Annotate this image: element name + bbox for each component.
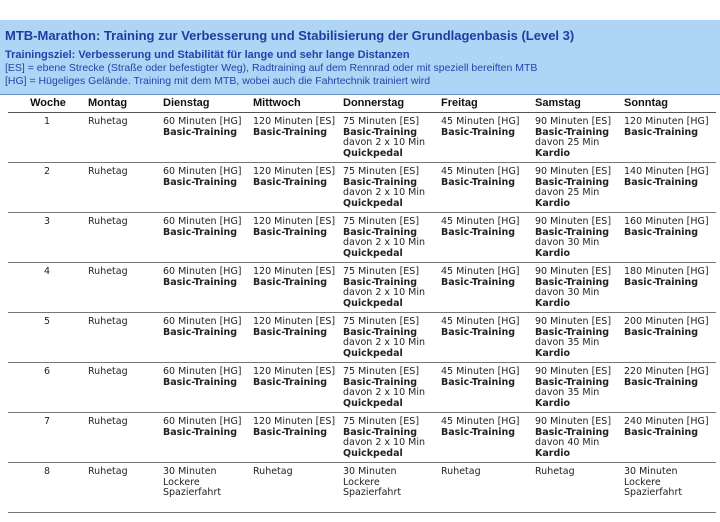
cell-line: davon 2 x 10 Min bbox=[343, 387, 425, 398]
cell-line: Basic-Training bbox=[624, 226, 699, 238]
cell-saturday bbox=[535, 363, 624, 413]
cell-line: Basic-Training bbox=[343, 176, 418, 188]
cell-line: 120 Minuten [ES] bbox=[253, 166, 336, 177]
table-row bbox=[8, 163, 716, 213]
cell-line: Basic-Training bbox=[163, 176, 238, 188]
cell-line: 45 Minuten [HG] bbox=[441, 366, 520, 377]
cell-line: Basic-Training bbox=[535, 126, 610, 138]
cell-line: Basic-Training bbox=[253, 426, 328, 438]
cell-sunday bbox=[624, 263, 716, 313]
cell-line: Basic-Training bbox=[163, 426, 238, 438]
cell-saturday bbox=[535, 113, 624, 163]
page-title: MTB-Marathon: Training zur Verbesserung und Stabilisierung der Grundlagenbasis (Level 3) bbox=[5, 28, 575, 43]
training-goal: Trainingsziel: Verbesserung und Stabilität für lange und sehr lange Distanzen bbox=[5, 49, 410, 61]
cell-line: Basic-Training bbox=[624, 126, 699, 138]
cell-line: davon 40 Min bbox=[535, 437, 600, 448]
table-row bbox=[8, 463, 716, 513]
cell-friday bbox=[441, 213, 535, 263]
cell-wednesday bbox=[253, 163, 343, 213]
cell-saturday bbox=[535, 313, 624, 363]
cell-line: Basic-Training bbox=[343, 126, 418, 138]
cell-line: Basic-Training bbox=[624, 426, 699, 438]
cell-friday bbox=[441, 313, 535, 363]
cell-line: Basic-Training bbox=[441, 376, 516, 388]
training-plan-table bbox=[8, 96, 716, 513]
cell-line: Basic-Training bbox=[535, 326, 610, 338]
cell-line: 45 Minuten [HG] bbox=[441, 116, 520, 127]
cell-friday bbox=[441, 163, 535, 213]
cell-line: 75 Minuten [ES] bbox=[343, 216, 420, 227]
cell-saturday bbox=[535, 263, 624, 313]
cell-monday: Ruhetag bbox=[88, 263, 163, 313]
cell-line: Spazierfahrt bbox=[343, 487, 402, 498]
cell-line: 120 Minuten [ES] bbox=[253, 316, 336, 327]
legend-hg: [HG] = Hügeliges Gelände. Training mit dem MTB, wobei auch die Fahrtechnik trainiert wird bbox=[5, 75, 431, 87]
cell-line: Basic-Training bbox=[441, 426, 516, 438]
cell-line: davon 30 Min bbox=[535, 237, 600, 248]
column-header-monday: Montag bbox=[88, 96, 163, 113]
cell-line: 60 Minuten [HG] bbox=[163, 166, 242, 177]
cell-line: 120 Minuten [ES] bbox=[253, 116, 336, 127]
cell-monday: Ruhetag bbox=[88, 363, 163, 413]
cell-sunday bbox=[624, 213, 716, 263]
cell-line: Basic-Training bbox=[535, 176, 610, 188]
cell-line: 75 Minuten [ES] bbox=[343, 116, 420, 127]
cell-wednesday bbox=[253, 313, 343, 363]
cell-line: davon 30 Min bbox=[535, 287, 600, 298]
cell-friday bbox=[441, 263, 535, 313]
cell-line: Basic-Training bbox=[343, 226, 418, 238]
cell-line: Basic-Training bbox=[253, 176, 328, 188]
cell-line: Kardio bbox=[535, 347, 571, 359]
cell-line: 45 Minuten [HG] bbox=[441, 416, 520, 427]
cell-line: 60 Minuten [HG] bbox=[163, 416, 242, 427]
cell-tuesday bbox=[163, 463, 253, 513]
cell-line: 30 Minuten bbox=[163, 466, 217, 477]
cell-line: Basic-Training bbox=[343, 376, 418, 388]
cell-line: Basic-Training bbox=[624, 176, 699, 188]
cell-wednesday: Ruhetag bbox=[253, 463, 343, 513]
cell-line: 120 Minuten [ES] bbox=[253, 216, 336, 227]
cell-line: Basic-Training bbox=[163, 276, 238, 288]
cell-line: Quickpedal bbox=[343, 397, 403, 409]
table-row bbox=[8, 213, 716, 263]
cell-line: Basic-Training bbox=[441, 326, 516, 338]
week-number: 7 bbox=[8, 413, 88, 463]
cell-line: davon 25 Min bbox=[535, 187, 600, 198]
cell-line: davon 2 x 10 Min bbox=[343, 237, 425, 248]
cell-line: Basic-Training bbox=[253, 326, 328, 338]
cell-thursday bbox=[343, 313, 441, 363]
column-header-friday: Freitag bbox=[441, 96, 535, 113]
cell-line: Basic-Training bbox=[535, 226, 610, 238]
cell-line: davon 2 x 10 Min bbox=[343, 287, 425, 298]
cell-line: davon 2 x 10 Min bbox=[343, 437, 425, 448]
cell-line: Quickpedal bbox=[343, 147, 403, 159]
cell-line: Basic-Training bbox=[441, 176, 516, 188]
cell-line: 120 Minuten [ES] bbox=[253, 366, 336, 377]
column-header-week: Woche bbox=[8, 96, 88, 113]
cell-line: Quickpedal bbox=[343, 297, 403, 309]
cell-monday: Ruhetag bbox=[88, 413, 163, 463]
cell-line: 60 Minuten [HG] bbox=[163, 316, 242, 327]
cell-thursday bbox=[343, 413, 441, 463]
cell-line: Basic-Training bbox=[343, 426, 418, 438]
cell-line: Basic-Training bbox=[163, 326, 238, 338]
table-row bbox=[8, 363, 716, 413]
cell-line: 180 Minuten [HG] bbox=[624, 266, 709, 277]
cell-line: 120 Minuten [ES] bbox=[253, 266, 336, 277]
cell-tuesday bbox=[163, 413, 253, 463]
cell-line: 90 Minuten [ES] bbox=[535, 316, 612, 327]
cell-line: 45 Minuten [HG] bbox=[441, 216, 520, 227]
table-row bbox=[8, 263, 716, 313]
table-header-row bbox=[8, 96, 716, 113]
cell-tuesday bbox=[163, 363, 253, 413]
cell-line: 220 Minuten [HG] bbox=[624, 366, 709, 377]
cell-monday: Ruhetag bbox=[88, 463, 163, 513]
cell-line: Basic-Training bbox=[441, 226, 516, 238]
cell-sunday bbox=[624, 363, 716, 413]
cell-line: 75 Minuten [ES] bbox=[343, 416, 420, 427]
week-number: 4 bbox=[8, 263, 88, 313]
cell-thursday bbox=[343, 213, 441, 263]
plan-header bbox=[0, 20, 720, 95]
cell-friday bbox=[441, 113, 535, 163]
cell-thursday bbox=[343, 263, 441, 313]
cell-line: Basic-Training bbox=[253, 126, 328, 138]
cell-wednesday bbox=[253, 413, 343, 463]
cell-line: Kardio bbox=[535, 197, 571, 209]
cell-line: Basic-Training bbox=[343, 276, 418, 288]
cell-line: 75 Minuten [ES] bbox=[343, 266, 420, 277]
cell-friday bbox=[441, 363, 535, 413]
cell-line: Kardio bbox=[535, 147, 571, 159]
cell-line: Basic-Training bbox=[535, 426, 610, 438]
cell-sunday bbox=[624, 113, 716, 163]
cell-line: Basic-Training bbox=[253, 226, 328, 238]
column-header-wednesday: Mittwoch bbox=[253, 96, 343, 113]
cell-line: davon 35 Min bbox=[535, 337, 600, 348]
table-row bbox=[8, 413, 716, 463]
cell-line: davon 2 x 10 Min bbox=[343, 187, 425, 198]
cell-line: davon 2 x 10 Min bbox=[343, 137, 425, 148]
column-header-thursday: Donnerstag bbox=[343, 96, 441, 113]
column-header-saturday: Samstag bbox=[535, 96, 624, 113]
column-header-tuesday: Dienstag bbox=[163, 96, 253, 113]
cell-saturday: Ruhetag bbox=[535, 463, 624, 513]
week-number: 5 bbox=[8, 313, 88, 363]
cell-line: 160 Minuten [HG] bbox=[624, 216, 709, 227]
cell-tuesday bbox=[163, 213, 253, 263]
cell-line: Quickpedal bbox=[343, 347, 403, 359]
cell-line: 45 Minuten [HG] bbox=[441, 266, 520, 277]
cell-line: Lockere bbox=[163, 476, 200, 488]
cell-saturday bbox=[535, 413, 624, 463]
cell-thursday bbox=[343, 363, 441, 413]
cell-line: 120 Minuten [ES] bbox=[253, 416, 336, 427]
week-number: 6 bbox=[8, 363, 88, 413]
cell-thursday bbox=[343, 463, 441, 513]
cell-line: Basic-Training bbox=[163, 226, 238, 238]
cell-line: Quickpedal bbox=[343, 197, 403, 209]
cell-sunday bbox=[624, 163, 716, 213]
cell-line: 60 Minuten [HG] bbox=[163, 366, 242, 377]
cell-line: Lockere bbox=[624, 476, 661, 488]
legend-es: [ES] = ebene Strecke (Straße oder befestigter Weg), Radtraining auf dem Rennrad oder mit speziell bereiften MTB bbox=[5, 62, 538, 74]
cell-tuesday bbox=[163, 113, 253, 163]
cell-wednesday bbox=[253, 113, 343, 163]
cell-line: Basic-Training bbox=[163, 376, 238, 388]
cell-line: 140 Minuten [HG] bbox=[624, 166, 709, 177]
table-row bbox=[8, 113, 716, 163]
cell-line: Basic-Training bbox=[253, 276, 328, 288]
cell-monday: Ruhetag bbox=[88, 163, 163, 213]
cell-monday: Ruhetag bbox=[88, 113, 163, 163]
cell-line: davon 2 x 10 Min bbox=[343, 337, 425, 348]
cell-line: Basic-Training bbox=[624, 276, 699, 288]
cell-tuesday bbox=[163, 263, 253, 313]
cell-line: 30 Minuten bbox=[624, 466, 678, 477]
cell-line: 200 Minuten [HG] bbox=[624, 316, 709, 327]
cell-friday: Ruhetag bbox=[441, 463, 535, 513]
week-number: 2 bbox=[8, 163, 88, 213]
cell-line: Basic-Training bbox=[441, 276, 516, 288]
cell-line: Lockere bbox=[343, 476, 380, 488]
cell-line: 120 Minuten [HG] bbox=[624, 116, 709, 127]
cell-line: 75 Minuten [ES] bbox=[343, 166, 420, 177]
week-number: 3 bbox=[8, 213, 88, 263]
cell-tuesday bbox=[163, 313, 253, 363]
cell-saturday bbox=[535, 163, 624, 213]
cell-line: Basic-Training bbox=[343, 326, 418, 338]
cell-line: Basic-Training bbox=[253, 376, 328, 388]
cell-line: Quickpedal bbox=[343, 247, 403, 259]
cell-sunday bbox=[624, 463, 716, 513]
cell-line: Basic-Training bbox=[624, 326, 699, 338]
cell-line: 30 Minuten bbox=[343, 466, 397, 477]
cell-line: Spazierfahrt bbox=[624, 487, 683, 498]
cell-wednesday bbox=[253, 263, 343, 313]
cell-line: Basic-Training bbox=[441, 126, 516, 138]
cell-line: 90 Minuten [ES] bbox=[535, 366, 612, 377]
cell-friday bbox=[441, 413, 535, 463]
cell-line: Quickpedal bbox=[343, 447, 403, 459]
cell-tuesday bbox=[163, 163, 253, 213]
cell-line: Kardio bbox=[535, 447, 571, 459]
cell-line: Basic-Training bbox=[163, 126, 238, 138]
cell-line: Kardio bbox=[535, 397, 571, 409]
cell-line: davon 35 Min bbox=[535, 387, 600, 398]
cell-saturday bbox=[535, 213, 624, 263]
cell-sunday bbox=[624, 313, 716, 363]
cell-line: Kardio bbox=[535, 297, 571, 309]
cell-line: 60 Minuten [HG] bbox=[163, 116, 242, 127]
cell-line: 90 Minuten [ES] bbox=[535, 166, 612, 177]
cell-line: Basic-Training bbox=[535, 376, 610, 388]
cell-line: 45 Minuten [HG] bbox=[441, 316, 520, 327]
cell-wednesday bbox=[253, 213, 343, 263]
cell-line: 75 Minuten [ES] bbox=[343, 366, 420, 377]
cell-wednesday bbox=[253, 363, 343, 413]
cell-thursday bbox=[343, 163, 441, 213]
table-row bbox=[8, 313, 716, 363]
cell-line: 90 Minuten [ES] bbox=[535, 216, 612, 227]
cell-line: 60 Minuten [HG] bbox=[163, 266, 242, 277]
cell-line: 60 Minuten [HG] bbox=[163, 216, 242, 227]
cell-line: 45 Minuten [HG] bbox=[441, 166, 520, 177]
cell-line: 90 Minuten [ES] bbox=[535, 266, 612, 277]
cell-line: davon 25 Min bbox=[535, 137, 600, 148]
cell-line: 240 Minuten [HG] bbox=[624, 416, 709, 427]
cell-line: 75 Minuten [ES] bbox=[343, 316, 420, 327]
cell-sunday bbox=[624, 413, 716, 463]
cell-line: 90 Minuten [ES] bbox=[535, 116, 612, 127]
cell-line: Spazierfahrt bbox=[163, 487, 222, 498]
week-number: 1 bbox=[8, 113, 88, 163]
cell-line: Basic-Training bbox=[535, 276, 610, 288]
column-header-sunday: Sonntag bbox=[624, 96, 716, 113]
cell-monday: Ruhetag bbox=[88, 213, 163, 263]
cell-line: 90 Minuten [ES] bbox=[535, 416, 612, 427]
week-number: 8 bbox=[8, 463, 88, 513]
cell-line: Basic-Training bbox=[624, 376, 699, 388]
cell-monday: Ruhetag bbox=[88, 313, 163, 363]
cell-thursday bbox=[343, 113, 441, 163]
cell-line: Kardio bbox=[535, 247, 571, 259]
